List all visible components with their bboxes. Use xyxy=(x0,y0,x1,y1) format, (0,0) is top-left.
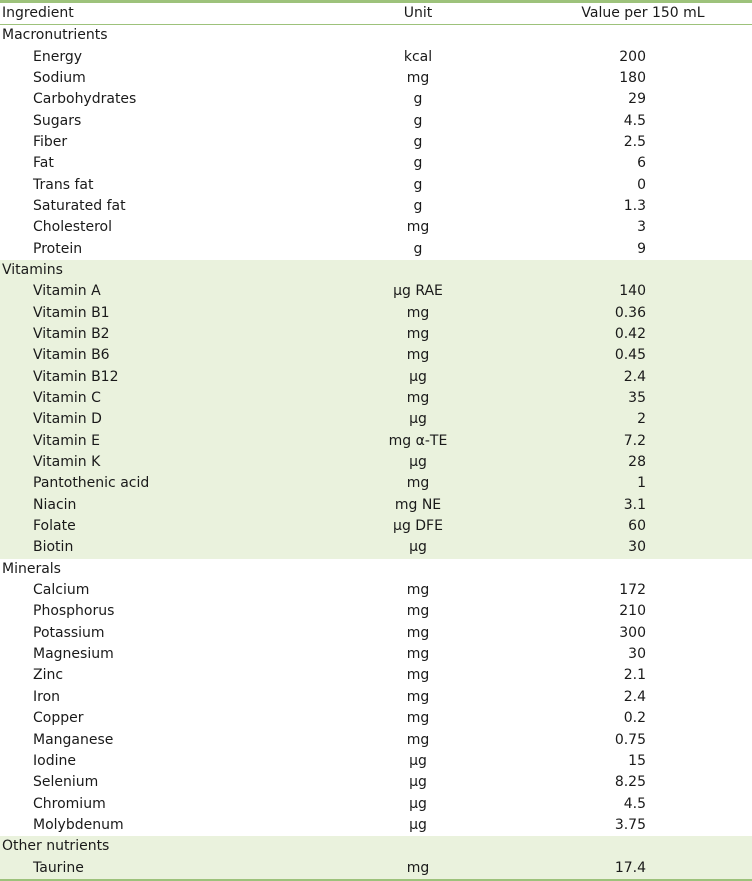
table-row xyxy=(0,537,752,558)
value-cell xyxy=(534,47,752,68)
ingredient-cell: Copper xyxy=(33,710,84,727)
value-cell xyxy=(534,815,752,836)
section-title: Macronutrients xyxy=(2,27,108,44)
unit-cell: μg xyxy=(409,774,427,791)
unit-cell: μg xyxy=(409,454,427,471)
unit-cell: μg xyxy=(409,411,427,428)
ingredient-cell: Niacin xyxy=(33,496,77,513)
value-number: 9 xyxy=(637,240,646,257)
unit-cell: mg xyxy=(406,859,430,876)
table-row xyxy=(0,644,752,665)
table-row xyxy=(0,580,752,601)
value-number: 0.75 xyxy=(614,731,646,748)
table-row xyxy=(0,857,752,878)
value-cell xyxy=(534,730,752,751)
table-row xyxy=(0,302,752,323)
unit-cell: g xyxy=(413,91,423,108)
ingredient-cell: Sugars xyxy=(33,112,82,129)
table-row xyxy=(0,601,752,622)
value-number: 7.2 xyxy=(623,432,646,449)
header-ingredient: Ingredient xyxy=(2,5,74,21)
value-number: 2.1 xyxy=(623,667,646,684)
unit-cell: μg xyxy=(409,795,427,812)
unit-cell: μg RAE xyxy=(393,283,443,300)
value-cell xyxy=(534,708,752,729)
value-cell xyxy=(534,623,752,644)
value-cell xyxy=(534,644,752,665)
ingredient-cell: Magnesium xyxy=(33,646,114,663)
value-number: 1 xyxy=(637,475,646,492)
unit-cell: mg xyxy=(406,710,430,727)
value-cell xyxy=(534,794,752,815)
table-header-row xyxy=(0,3,752,25)
ingredient-cell: Vitamin C xyxy=(33,390,101,407)
value-cell xyxy=(534,303,752,324)
unit-cell: mg α-TE xyxy=(388,432,448,449)
value-cell xyxy=(534,217,752,238)
unit-cell: g xyxy=(413,155,423,172)
unit-cell: μg DFE xyxy=(393,518,443,535)
section-title: Minerals xyxy=(2,560,61,577)
value-cell xyxy=(534,132,752,153)
ingredient-cell: Saturated fat xyxy=(33,197,126,214)
ingredient-cell: Zinc xyxy=(33,667,64,684)
value-cell xyxy=(534,580,752,601)
value-cell xyxy=(534,772,752,793)
value-cell xyxy=(534,89,752,110)
section-header-row xyxy=(0,25,752,46)
unit-cell: mg xyxy=(406,304,430,321)
ingredient-cell: Trans fat xyxy=(33,176,94,193)
value-number: 3.1 xyxy=(623,496,646,513)
value-number: 28 xyxy=(628,454,646,471)
table-row xyxy=(0,89,752,110)
value-cell xyxy=(534,751,752,772)
value-number: 2.4 xyxy=(623,688,646,705)
table-row xyxy=(0,751,752,772)
section-header-row xyxy=(0,836,752,857)
unit-cell: kcal xyxy=(403,48,433,65)
table-row xyxy=(0,495,752,516)
table-row xyxy=(0,815,752,836)
value-number: 2.5 xyxy=(623,133,646,150)
ingredient-cell: Taurine xyxy=(33,859,84,876)
unit-cell: mg xyxy=(406,325,430,342)
unit-cell: μg xyxy=(409,368,427,385)
unit-cell: g xyxy=(413,176,423,193)
ingredient-cell: Vitamin B12 xyxy=(33,368,119,385)
value-cell xyxy=(534,858,752,879)
value-number: 0.45 xyxy=(614,347,646,364)
unit-cell: g xyxy=(413,112,423,129)
unit-cell: μg xyxy=(409,816,427,833)
value-number: 6 xyxy=(637,155,646,172)
value-cell xyxy=(534,281,752,302)
value-cell xyxy=(534,388,752,409)
ingredient-cell: Molybdenum xyxy=(33,816,124,833)
value-cell xyxy=(534,687,752,708)
value-number: 4.5 xyxy=(623,795,646,812)
section-title: Other nutrients xyxy=(2,838,110,855)
table-row xyxy=(0,345,752,366)
value-number: 15 xyxy=(628,752,646,769)
value-cell xyxy=(534,601,752,622)
bottom-rule xyxy=(0,879,752,881)
table-row xyxy=(0,68,752,89)
value-cell xyxy=(534,537,752,558)
unit-cell: mg xyxy=(406,347,430,364)
section-title: Vitamins xyxy=(2,261,63,278)
value-cell xyxy=(534,516,752,537)
unit-cell: g xyxy=(413,240,423,257)
value-number: 30 xyxy=(628,539,646,556)
table-row xyxy=(0,153,752,174)
table-row xyxy=(0,281,752,302)
ingredient-cell: Chromium xyxy=(33,795,106,812)
ingredient-cell: Iron xyxy=(33,688,61,705)
value-number: 200 xyxy=(619,48,646,65)
unit-cell: mg xyxy=(406,390,430,407)
unit-cell: mg xyxy=(406,69,430,86)
section-header-row xyxy=(0,559,752,580)
value-number: 1.3 xyxy=(623,197,646,214)
ingredient-cell: Carbohydrates xyxy=(33,91,137,108)
table-row xyxy=(0,452,752,473)
ingredient-cell: Manganese xyxy=(33,731,114,748)
value-number: 0 xyxy=(637,176,646,193)
ingredient-cell: Biotin xyxy=(33,539,74,556)
value-number: 2 xyxy=(637,411,646,428)
ingredient-cell: Energy xyxy=(33,48,83,65)
value-number: 30 xyxy=(628,646,646,663)
header-value: Value per 150 mL xyxy=(581,5,705,21)
unit-cell: mg xyxy=(406,688,430,705)
ingredient-cell: Calcium xyxy=(33,582,90,599)
table-row xyxy=(0,409,752,430)
table-row xyxy=(0,431,752,452)
ingredient-cell: Pantothenic acid xyxy=(33,475,150,492)
value-number: 35 xyxy=(628,390,646,407)
value-cell xyxy=(534,665,752,686)
value-number: 60 xyxy=(628,518,646,535)
value-number: 300 xyxy=(619,624,646,641)
ingredient-cell: Vitamin K xyxy=(33,454,101,471)
value-cell xyxy=(534,431,752,452)
value-number: 3 xyxy=(637,219,646,236)
value-cell xyxy=(534,153,752,174)
value-number: 3.75 xyxy=(614,816,646,833)
value-number: 140 xyxy=(619,283,646,300)
value-cell xyxy=(534,239,752,260)
ingredient-cell: Protein xyxy=(33,240,83,257)
table-row xyxy=(0,473,752,494)
ingredient-cell: Phosphorus xyxy=(33,603,115,620)
value-number: 210 xyxy=(619,603,646,620)
value-cell xyxy=(534,495,752,516)
ingredient-cell: Vitamin B2 xyxy=(33,325,110,342)
value-cell xyxy=(534,175,752,196)
unit-cell: g xyxy=(413,133,423,150)
ingredient-cell: Potassium xyxy=(33,624,105,641)
value-cell xyxy=(534,452,752,473)
unit-cell: mg xyxy=(406,646,430,663)
table-row xyxy=(0,367,752,388)
value-cell xyxy=(534,409,752,430)
value-cell xyxy=(534,196,752,217)
unit-cell: mg xyxy=(406,582,430,599)
ingredient-cell: Fat xyxy=(33,155,54,172)
ingredient-cell: Fiber xyxy=(33,133,68,150)
table-row xyxy=(0,793,752,814)
table-row xyxy=(0,217,752,238)
value-number: 0.36 xyxy=(614,304,646,321)
ingredient-cell: Sodium xyxy=(33,69,86,86)
value-cell xyxy=(534,473,752,494)
table-row xyxy=(0,729,752,750)
unit-cell: mg xyxy=(406,667,430,684)
ingredient-cell: Iodine xyxy=(33,752,76,769)
table-row xyxy=(0,174,752,195)
table-row xyxy=(0,388,752,409)
unit-cell: mg xyxy=(406,219,430,236)
value-cell xyxy=(534,324,752,345)
value-cell xyxy=(534,111,752,132)
table-row xyxy=(0,46,752,67)
ingredient-cell: Selenium xyxy=(33,774,99,791)
value-cell xyxy=(534,68,752,89)
ingredient-cell: Cholesterol xyxy=(33,219,113,236)
header-unit: Unit xyxy=(403,5,433,21)
value-cell xyxy=(534,367,752,388)
value-number: 180 xyxy=(619,69,646,86)
unit-cell: mg xyxy=(406,475,430,492)
table-row xyxy=(0,516,752,537)
unit-cell: g xyxy=(413,197,423,214)
value-number: 17.4 xyxy=(614,859,646,876)
section-header-row xyxy=(0,260,752,281)
table-row xyxy=(0,238,752,259)
table-row xyxy=(0,132,752,153)
value-number: 4.5 xyxy=(623,112,646,129)
value-number: 172 xyxy=(619,582,646,599)
table-row xyxy=(0,110,752,131)
ingredient-cell: Vitamin A xyxy=(33,283,101,300)
unit-cell: mg xyxy=(406,603,430,620)
ingredient-cell: Vitamin D xyxy=(33,411,102,428)
value-number: 0.2 xyxy=(623,710,646,727)
table-row xyxy=(0,708,752,729)
table-row xyxy=(0,772,752,793)
value-cell xyxy=(534,345,752,366)
unit-cell: mg xyxy=(406,624,430,641)
table-row xyxy=(0,623,752,644)
unit-cell: μg xyxy=(409,539,427,556)
value-number: 8.25 xyxy=(614,774,646,791)
ingredient-cell: Folate xyxy=(33,518,76,535)
ingredient-cell: Vitamin B1 xyxy=(33,304,110,321)
table-row xyxy=(0,324,752,345)
ingredient-cell: Vitamin E xyxy=(33,432,100,449)
value-number: 0.42 xyxy=(614,325,646,342)
table-body xyxy=(0,25,752,879)
unit-cell: mg xyxy=(406,731,430,748)
value-number: 2.4 xyxy=(623,368,646,385)
table-row xyxy=(0,687,752,708)
table-row xyxy=(0,196,752,217)
table-row xyxy=(0,665,752,686)
value-number: 29 xyxy=(628,91,646,108)
ingredient-cell: Vitamin B6 xyxy=(33,347,110,364)
unit-cell: μg xyxy=(409,752,427,769)
unit-cell: mg NE xyxy=(394,496,442,513)
